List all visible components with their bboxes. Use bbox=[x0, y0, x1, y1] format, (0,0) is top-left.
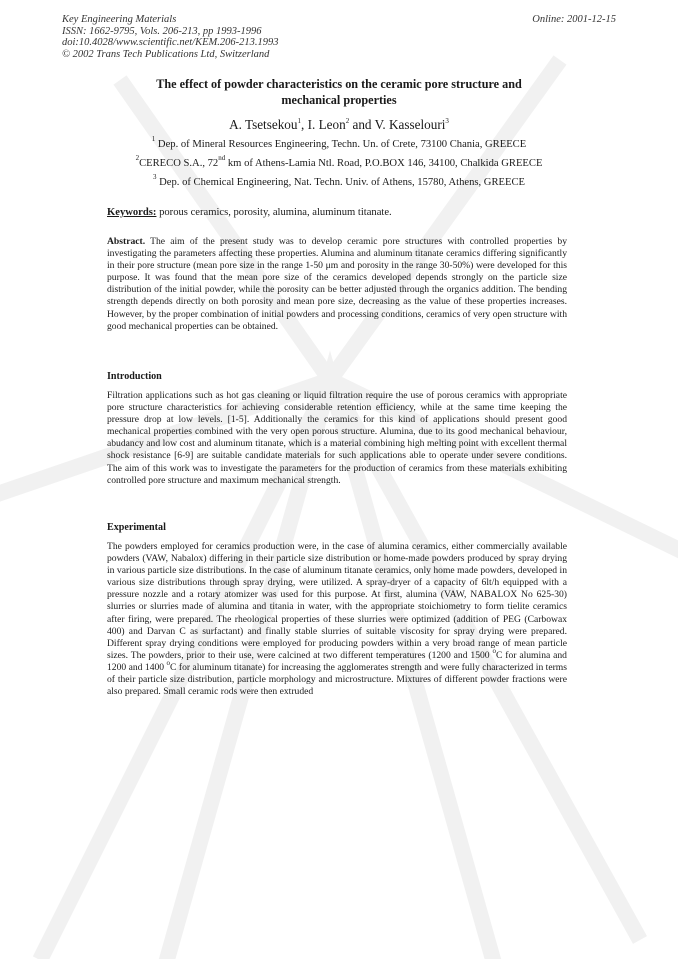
author-name: I. Leon bbox=[307, 117, 346, 132]
keywords bbox=[107, 207, 392, 218]
affiliation-3: $^3$ Dep. of Chemical Engineering, Nat. Techn. Univ. of Athens, 15780, Athens, GREECE bbox=[152, 173, 525, 188]
journal-name: Key Engineering Materials bbox=[62, 14, 177, 25]
affiliation-1: $^1$ Dep. of Mineral Resources Engineering, Techn. Un. of Crete, 73100 Chania, GREECE bbox=[151, 135, 527, 150]
keywords-text: porous ceramics, porosity, alumina, aluminum titanate. bbox=[156, 207, 392, 218]
issn-line: ISSN: 1662-9795, Vols. 206-213, pp 1993-1996 bbox=[62, 25, 262, 37]
doi-line: doi:10.4028/www.scientific.net/KEM.206-213.1993 bbox=[62, 37, 279, 48]
online-date: Online: 2001-12-15 bbox=[532, 14, 616, 25]
introduction-heading: Introduction bbox=[107, 371, 162, 382]
abstract-label: Abstract. bbox=[107, 236, 146, 247]
author-name: V. Kasselouri bbox=[374, 117, 446, 132]
journal-header bbox=[62, 14, 279, 60]
title-line-2: mechanical properties bbox=[281, 92, 397, 107]
title-line-1: The effect of powder characteristics on the ceramic pore structure and bbox=[156, 77, 522, 91]
author-affiliation-mark: 2 bbox=[345, 116, 350, 125]
experimental-paragraph: The powders employed for ceramics production were, in the case of alumina ceramics, either commercially available powders (VAW, Nabalox) differing in their particle size distribution or home-made powders produced by spray drying in various particle size distributions. In the case of aluminum titanate ceramics, only home made powders, developed in various size distributions through spray drying, were utilized. A spray-dryer of a capacity of 6lt/h equipped with a pressure nozzle and a rotary atomizer was used for this purpose. At first, alumina (VAW, NABALOX No 625-30) slurries or slurries made of alumina and titania in water, with the appropriate stoichiometry to form tielite ceramics after firing, were prepared. The rheological properties of these slurries were optimized (addition of PEG (Carbowax 400) and Darvan C as surfactant) and finally stable slurries of suitable viscosity for spray drying were prepared. Different spray drying conditions were employed for producing powders within a very broad range of mean particle sizes. The powders, prior to their use, were calcined at two different temperatures (1200 and 1500 $^o$C for alumina and 1200 and 1400 $^o$C for aluminum titanate) for increasing the agglomerates strength and were fully characterized in terms of their particle size distribution, particle morphology and microstructure. Mixtures of different powder fractions were also prepared. Small ceramic rods were then extruded bbox=[107, 541, 567, 698]
experimental-heading: Experimental bbox=[107, 522, 166, 533]
copyright-line: © 2002 Trans Tech Publications Ltd, Switzerland bbox=[62, 48, 270, 60]
author-affiliation-mark: 1 bbox=[297, 116, 301, 125]
author-affiliation-mark: 3 bbox=[445, 116, 449, 125]
paper-title bbox=[100, 77, 578, 108]
abstract-paragraph bbox=[107, 236, 567, 333]
keywords-label: Keywords: bbox=[107, 207, 157, 218]
author-name: A. Tsetsekou bbox=[229, 117, 298, 132]
abstract-text: The aim of the present study was to develop ceramic pore structures with controlled properties by investigating the parameters affecting these properties. Alumina and aluminum titanate ceramics differing significantly in their pore structure (mean pore size in the range 1-50 μm and porosity in the range 30-50%) were developed for this purpose. It was found that the mean pore size of the ceramics developed depends strongly on the particle size distribution of the initial powder, while the porosity can be better adjusted through the organics addition. The bending strength depends directly on both porosity and mean pore size, decreasing as the value of these properties increases. However, by the proper combination of initial powders and processing conditions, ceramics of very open structure with good mechanical properties can be obtained. bbox=[107, 236, 567, 332]
affiliation-2: $^2$CERECO S.A., 72nd km of Athens-Lamia Ntl. Road, P.O.BOX 146, 34100, Chalkida GREECE bbox=[135, 154, 543, 169]
author-list: A. Tsetsekou$^1$, I. Leon$^2$ and V. Kasselouri$^3$ bbox=[229, 116, 449, 132]
introduction-paragraph: Filtration applications such as hot gas cleaning or liquid filtration require the use of porous ceramics with appropriate pore structure characteristics for achieving considerable retention efficiency, while at the same time keeping the pressure drop at low levels. [1-5]. Additionally the ceramics for this kind of applications should present good mechanical properties combined with the very open porous structure. Alumina, due to its good mechanical behaviour, abudancy and low cost and aluminum titanate, which is a material combining high melting point with excellent thermal shock resistance [6-9] are suitable candidate materials for such applications able to operate under severe conditions. The aim of this work was to investigate the parameters for the production of ceramics from these materials exhibiting controlled pore structure and maximum mechanical strength. bbox=[107, 390, 567, 486]
